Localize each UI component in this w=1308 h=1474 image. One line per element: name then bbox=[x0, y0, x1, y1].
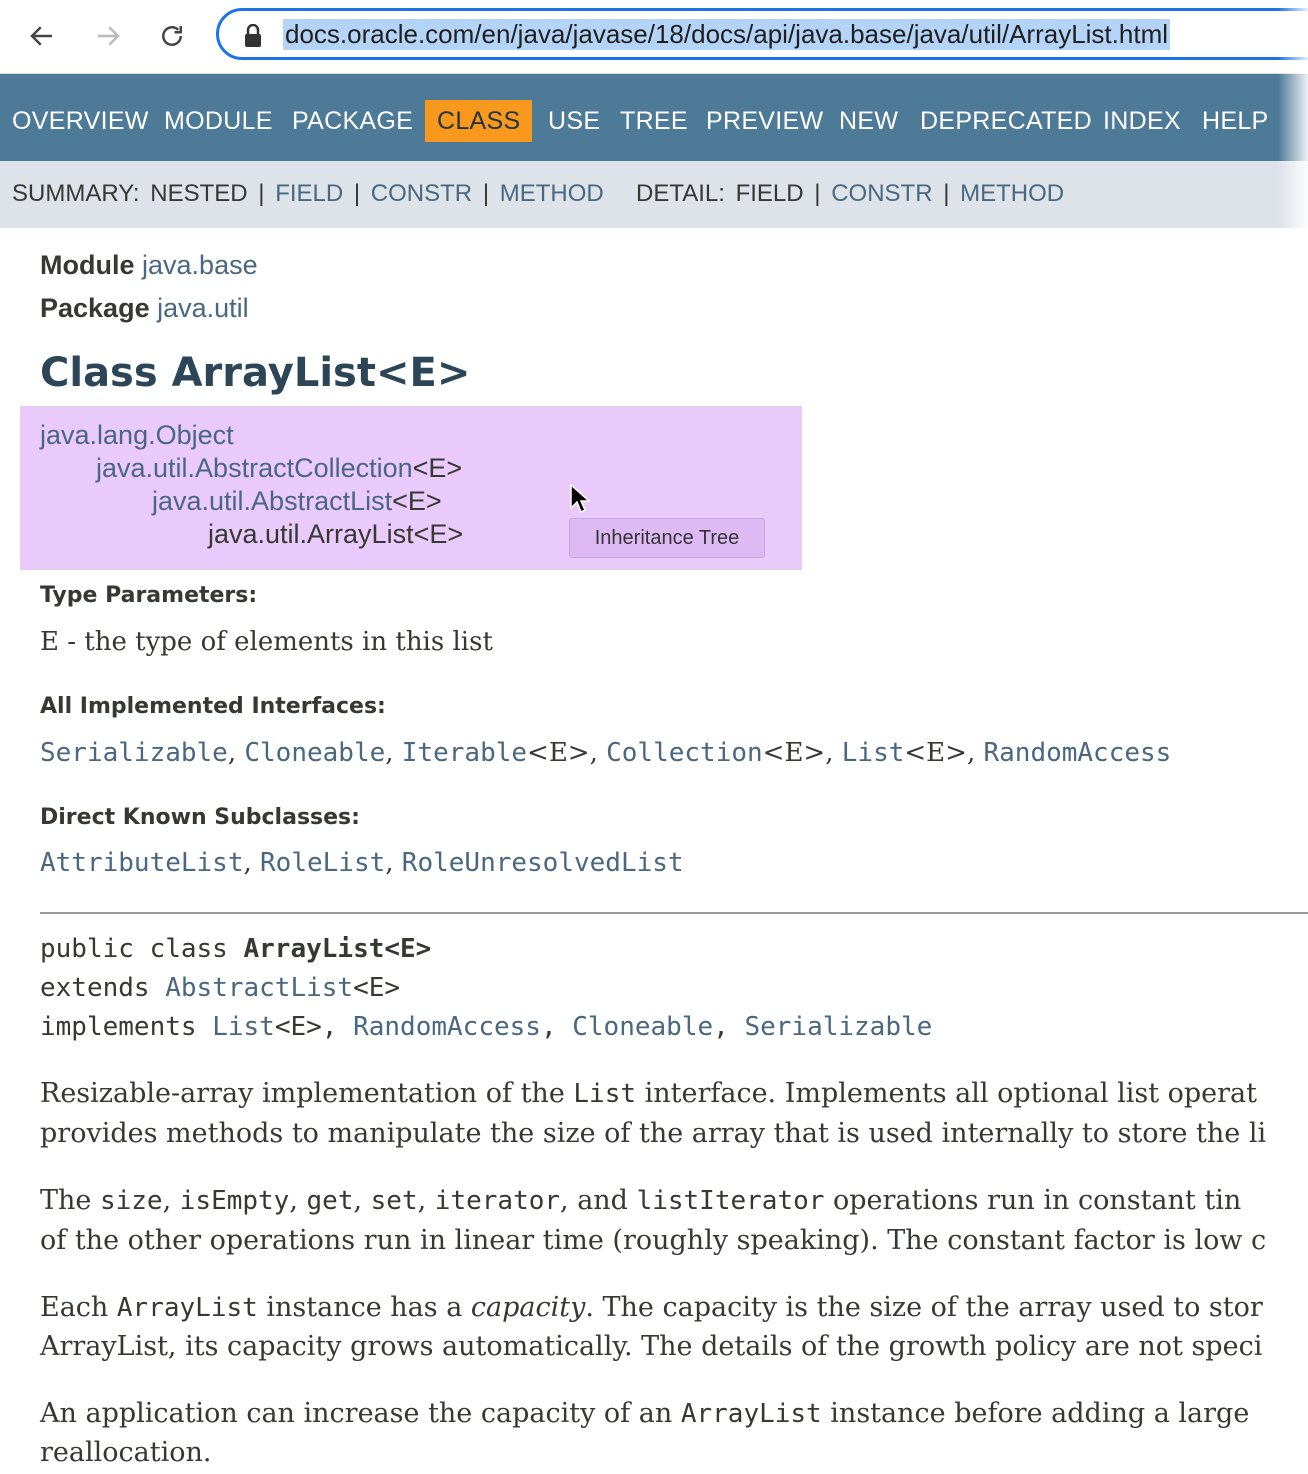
collection-link[interactable]: Collection bbox=[606, 738, 763, 768]
nav-package[interactable]: PACKAGE bbox=[292, 107, 414, 135]
abstract-list-sig-link[interactable]: AbstractList bbox=[165, 973, 354, 1003]
emphasis-capacity: capacity bbox=[470, 1292, 586, 1323]
comma: , bbox=[589, 738, 607, 768]
separator: | bbox=[353, 180, 361, 207]
module-link[interactable]: java.base bbox=[142, 250, 258, 280]
description-p4-line2: reallocation. bbox=[40, 1437, 212, 1468]
signature-modifiers: public class bbox=[40, 934, 244, 964]
nav-tree[interactable]: TREE bbox=[620, 107, 688, 135]
summary-method-link[interactable]: METHOD bbox=[499, 180, 604, 207]
page-title: Class ArrayList<E> bbox=[40, 350, 471, 396]
module-line bbox=[40, 250, 1308, 293]
separator: | bbox=[814, 180, 821, 207]
comma: , bbox=[385, 848, 402, 878]
forward-button[interactable] bbox=[86, 14, 130, 58]
text: interface. Implements all optional list operat bbox=[636, 1078, 1258, 1109]
detail-nav bbox=[636, 180, 1068, 208]
description-p1-line2: provides methods to manipulate the size of the array that is used internally to store the li bbox=[40, 1118, 1267, 1149]
comma: , bbox=[227, 738, 245, 768]
text: instance before adding a large bbox=[821, 1398, 1250, 1429]
summary-nested: NESTED bbox=[150, 180, 248, 207]
code-get: get bbox=[306, 1186, 354, 1216]
random-access-sig-link[interactable]: RandomAccess bbox=[353, 1012, 541, 1042]
generic-suffix: <E> bbox=[392, 486, 442, 516]
text: Resizable-array implementation of the bbox=[40, 1078, 574, 1109]
lock-icon bbox=[243, 24, 263, 48]
interfaces-heading: All Implemented Interfaces: bbox=[40, 694, 386, 719]
inheritance-abstract-collection bbox=[96, 453, 462, 484]
nav-overview[interactable]: OVERVIEW bbox=[12, 107, 149, 135]
cloneable-sig-link[interactable]: Cloneable bbox=[572, 1012, 714, 1042]
text: . The capacity is the size of the array used to stor bbox=[585, 1292, 1263, 1323]
comma: , bbox=[417, 1185, 435, 1216]
back-arrow-icon bbox=[27, 21, 57, 51]
extends-keyword: extends bbox=[40, 973, 166, 1003]
nav-deprecated[interactable]: DEPRECATED bbox=[920, 107, 1093, 135]
inheritance-abstract-list bbox=[152, 486, 442, 517]
detail-label: DETAIL: bbox=[636, 180, 725, 207]
package-link[interactable]: java.util bbox=[157, 293, 249, 323]
separator: | bbox=[258, 180, 265, 207]
generic-suffix: <E> bbox=[412, 453, 463, 483]
nav-use[interactable]: USE bbox=[548, 107, 601, 135]
class-header bbox=[40, 250, 1308, 336]
summary-constr-link[interactable]: CONSTR bbox=[370, 180, 473, 207]
list-link[interactable]: List bbox=[841, 738, 905, 768]
reload-button[interactable] bbox=[150, 14, 194, 58]
comma: , bbox=[966, 738, 984, 768]
tooltip: Inheritance Tree bbox=[569, 518, 765, 558]
code-set: set bbox=[370, 1186, 418, 1216]
role-list-link[interactable]: RoleList bbox=[260, 848, 386, 878]
forward-arrow-icon bbox=[93, 21, 123, 51]
divider bbox=[40, 912, 1308, 914]
inheritance-arraylist: java.util.ArrayList<E> bbox=[208, 519, 464, 549]
generic-suffix: <E> bbox=[353, 973, 401, 1003]
iterable-link[interactable]: Iterable bbox=[401, 738, 528, 768]
text: operations run in constant tin bbox=[824, 1185, 1242, 1216]
reload-icon bbox=[157, 21, 187, 51]
address-bar[interactable] bbox=[216, 8, 1308, 60]
cloneable-link[interactable]: Cloneable bbox=[244, 738, 386, 768]
role-unresolved-list-link[interactable]: RoleUnresolvedList bbox=[401, 848, 684, 878]
signature-line-1 bbox=[40, 934, 431, 964]
implements-keyword: implements bbox=[40, 1012, 213, 1042]
nav-module[interactable]: MODULE bbox=[164, 107, 273, 135]
nav-help[interactable]: HELP bbox=[1202, 107, 1269, 135]
code-arraylist: ArrayList bbox=[680, 1399, 822, 1429]
nav-index[interactable]: INDEX bbox=[1103, 107, 1181, 135]
edge-fade bbox=[1268, 1060, 1308, 1474]
description-p2-line1 bbox=[40, 1185, 1241, 1216]
comma: , bbox=[353, 1185, 371, 1216]
text: instance has a bbox=[257, 1292, 471, 1323]
generic-suffix: <E> bbox=[527, 738, 590, 768]
package-line bbox=[40, 293, 1308, 336]
description-p1-line1 bbox=[40, 1078, 1257, 1109]
serializable-link[interactable]: Serializable bbox=[40, 738, 228, 768]
edge-fade bbox=[1278, 0, 1308, 228]
text: The bbox=[40, 1185, 100, 1216]
description-p4-line1 bbox=[40, 1398, 1249, 1429]
comma: , bbox=[243, 848, 261, 878]
module-label: Module bbox=[40, 250, 135, 280]
separator: | bbox=[943, 180, 950, 207]
list-sig-link[interactable]: List bbox=[212, 1012, 275, 1042]
code-isempty: isEmpty bbox=[179, 1186, 290, 1216]
abstract-list-link[interactable]: java.util.AbstractList bbox=[152, 486, 393, 516]
signature-class-name: ArrayList<E> bbox=[243, 934, 432, 964]
abstract-collection-link[interactable]: java.util.AbstractCollection bbox=[96, 453, 413, 483]
subclasses-list bbox=[40, 848, 684, 878]
comma: , bbox=[289, 1185, 307, 1216]
description-p2-line2: of the other operations run in linear time (roughly speaking). The constant factor is low c bbox=[40, 1225, 1267, 1256]
code-iterator: iterator bbox=[434, 1186, 561, 1216]
code-size: size bbox=[99, 1186, 163, 1216]
back-button[interactable] bbox=[20, 14, 64, 58]
description-p3-line2: ArrayList, its capacity grows automatically. The details of the growth policy are not speci bbox=[40, 1331, 1263, 1362]
description-p3-line1 bbox=[40, 1292, 1263, 1323]
generic-suffix: <E>, bbox=[274, 1012, 354, 1042]
summary-field-link[interactable]: FIELD bbox=[275, 180, 344, 207]
type-parameters-text: E - the type of elements in this list bbox=[40, 627, 493, 657]
subclasses-heading: Direct Known Subclasses: bbox=[40, 805, 360, 830]
nav-new[interactable]: NEW bbox=[839, 107, 899, 135]
type-parameters-heading: Type Parameters: bbox=[40, 583, 258, 608]
generic-suffix: <E> bbox=[904, 738, 967, 768]
text: An application can increase the capacity of an bbox=[40, 1398, 681, 1429]
top-navigation bbox=[0, 74, 1308, 161]
separator: | bbox=[482, 180, 490, 207]
random-access-link[interactable]: RandomAccess bbox=[983, 738, 1172, 768]
object-link[interactable]: java.lang.Object bbox=[40, 420, 234, 450]
code-arraylist: ArrayList bbox=[116, 1293, 258, 1323]
url-text[interactable]: docs.oracle.com/en/java/javase/18/docs/api/java.base/java/util/ArrayList.html bbox=[285, 19, 1168, 49]
comma: , bbox=[713, 1012, 745, 1042]
interfaces-list bbox=[40, 738, 1171, 768]
browser-toolbar bbox=[0, 0, 1308, 74]
text: Each bbox=[40, 1292, 117, 1323]
nav-class[interactable]: CLASS bbox=[425, 100, 532, 142]
code-listiterator: listIterator bbox=[636, 1186, 825, 1216]
code-list: List bbox=[573, 1079, 637, 1109]
signature-line-3 bbox=[40, 1012, 932, 1042]
signature-line-2 bbox=[40, 973, 400, 1003]
comma: , bbox=[385, 738, 402, 768]
comma: , bbox=[540, 1012, 573, 1042]
summary-label: SUMMARY: bbox=[12, 180, 140, 207]
detail-method-link[interactable]: METHOD bbox=[960, 180, 1065, 207]
inheritance-object bbox=[40, 420, 234, 451]
serializable-sig-link[interactable]: Serializable bbox=[744, 1012, 933, 1042]
package-label: Package bbox=[40, 293, 150, 323]
summary-nav bbox=[12, 180, 608, 208]
detail-field: FIELD bbox=[735, 180, 804, 207]
nav-preview[interactable]: PREVIEW bbox=[706, 107, 824, 135]
mouse-cursor-icon bbox=[570, 484, 590, 516]
detail-constr-link[interactable]: CONSTR bbox=[831, 180, 933, 207]
attribute-list-link[interactable]: AttributeList bbox=[40, 848, 244, 878]
comma: , bbox=[825, 738, 842, 768]
text: , and bbox=[560, 1185, 637, 1216]
sub-navigation bbox=[0, 161, 1308, 228]
generic-suffix: <E> bbox=[762, 738, 826, 768]
comma: , bbox=[162, 1185, 180, 1216]
